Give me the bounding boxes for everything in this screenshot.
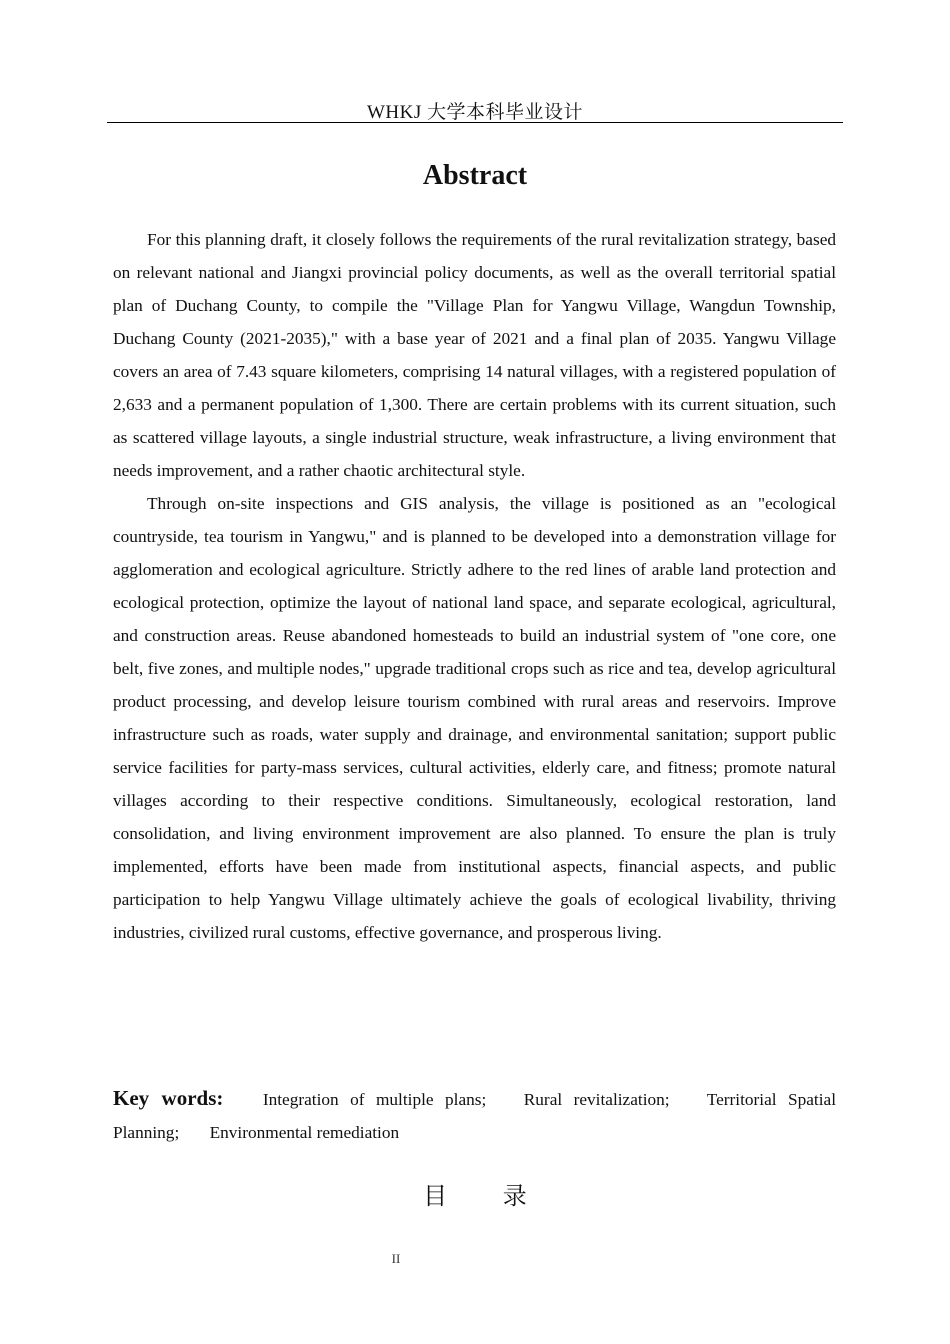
keyword-item: Integration of multiple plans;: [262, 1090, 487, 1109]
page-number: II: [391, 1251, 401, 1266]
toc-title: 目 录: [423, 1182, 551, 1210]
abstract-body: [113, 223, 836, 949]
keyword-item: Rural revitalization;: [523, 1090, 670, 1109]
abstract-paragraph-2: Through on-site inspections and GIS analysis, the village is positioned as an "ecological countryside, tea tourism in Yangwu," and is planned to be developed into a demonstration village for agglomeration and ecological agriculture. Strictly adhere to the red lines of arable land protection and ecological protection, optimize the layout of national land space, and separate ecological, agricultural, and construction areas. Reuse abandoned homesteads to build an industrial system of "one core, one belt, five zones, and multiple nodes," upgrade traditional crops such as rice and tea, develop agricultural product processing, and develop leisure tourism combined with rural areas and reservoirs. Improve infrastructure such as roads, water supply and drainage, and environmental sanitation; support public service facilities for party-mass services, cultural activities, elderly care, and fitness; promote natural villages according to their respective conditions. Simultaneously, ecological restoration, land consolidation, and living environment improvement are also planned. To ensure the plan is truly implemented, efforts have been made from institutional aspects, financial aspects, and public participation to help Yangwu Village ultimately achieve the goals of ecological livability, thriving industries, civilized rural customs, effective governance, and prosperous living.: [113, 494, 836, 942]
keyword-item: Environmental remediation: [209, 1123, 400, 1142]
abstract-title: Abstract: [422, 160, 528, 191]
header-divider: [107, 122, 843, 123]
page-header: WHKJ 大学本科毕业设计: [366, 102, 584, 123]
keyword-item: Territorial Spatial Planning;: [113, 1090, 836, 1142]
keywords-section: [113, 1082, 836, 1149]
abstract-paragraph-1: For this planning draft, it closely follows the requirements of the rural revitalization strategy, based on relevant national and Jiangxi provincial policy documents, as well as the overall territorial spatial plan of Duchang County, to compile the "Village Plan for Yangwu Village, Wangdun Township, Duchang County (2021-2035)," with a base year of 2021 and a final plan of 2035. Yangwu Village covers an area of 7.43 square kilometers, comprising 14 natural villages, with a registered population of 2,633 and a permanent population of 1,300. There are certain problems with its current situation, such as scattered village layouts, a single industrial structure, weak infrastructure, a living environment that needs improvement, and a rather chaotic architectural style.: [113, 230, 836, 480]
keywords-label: Key words:: [113, 1086, 224, 1110]
